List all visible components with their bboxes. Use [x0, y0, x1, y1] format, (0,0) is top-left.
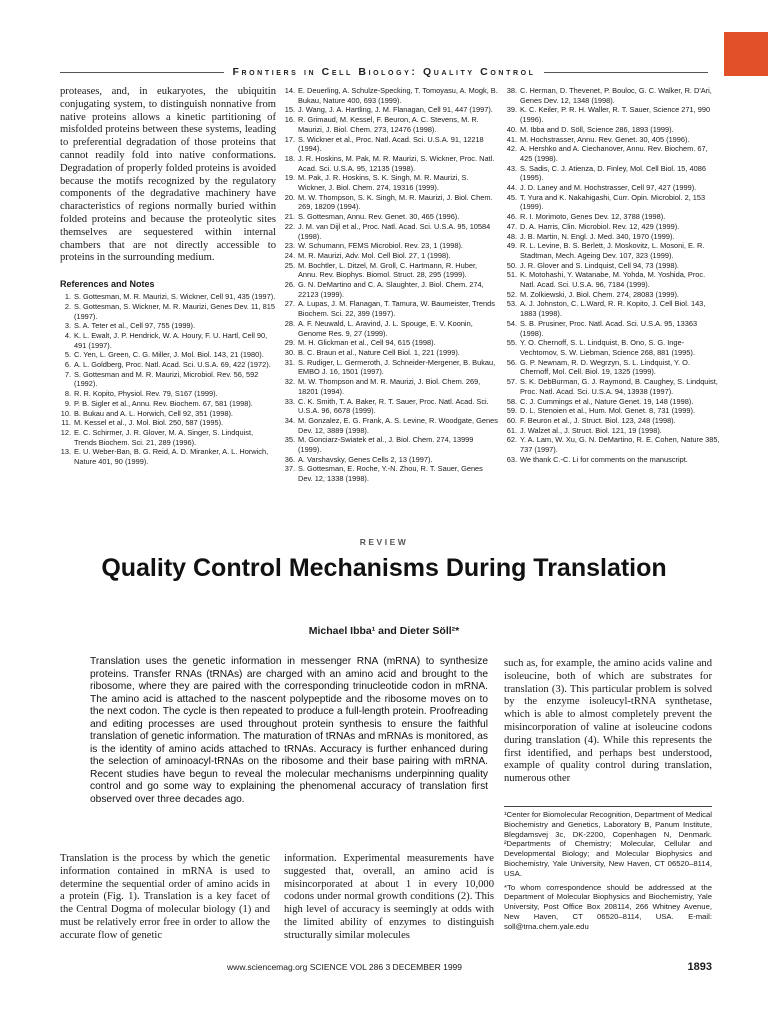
reference-number: 35. [284, 435, 295, 445]
reference-text: J. M. van Dijl et al., Proc. Natl. Acad. Sci. U.S.A. 95, 10584 (1998). [298, 221, 491, 241]
reference-number: 57. [506, 377, 517, 387]
reference-text: A. L. Goldberg, Proc. Natl. Acad. Sci. U.S.A. 69, 422 (1972). [74, 360, 271, 370]
reference-number: 13. [60, 447, 71, 457]
reference-text: W. Schumann, FEMS Microbiol. Rev. 23, 1 (1998). [298, 241, 463, 251]
reference-item [284, 299, 498, 318]
reference-text: D. L. Stenoien et al., Hum. Mol. Genet. 8, 731 (1999). [520, 406, 696, 416]
reference-text: S. A. Teter et al., Cell 97, 755 (1999). [74, 321, 196, 331]
page-number: 1893 [687, 961, 712, 973]
running-head-rule-right [544, 72, 708, 73]
reference-item [506, 270, 720, 289]
reference-number: 32. [284, 377, 295, 387]
reference-text: J. R. Glover and S. Lindquist, Cell 94, 73 (1998). [520, 260, 679, 270]
reference-text: M. Gonciarz-Swiatek et al., J. Biol. Chem. 274, 13999 (1999). [298, 435, 474, 455]
reference-item [506, 232, 720, 242]
reference-item [506, 183, 720, 193]
affiliation-divider [504, 806, 712, 807]
reference-item [60, 331, 276, 350]
reference-number: 40. [506, 124, 517, 134]
reference-text: B. Bukau and A. L. Horwich, Cell 92, 351 (1998). [74, 408, 233, 418]
reference-item [506, 435, 720, 454]
reference-text: S. B. Prusiner, Proc. Natl. Acad. Sci. U.S.A. 95, 13363 (1998). [520, 318, 698, 338]
column-3 [506, 86, 720, 464]
reference-number: 11. [61, 418, 71, 428]
reference-text: M. W. Thompson and M. R. Maurizi, J. Biol. Chem. 269, 18201 (1994). [298, 377, 481, 396]
intro-column-1 [60, 853, 270, 943]
intro-column-3 [504, 658, 712, 786]
reference-text: R. I. Morimoto, Genes Dev. 12, 3788 (1998). [520, 212, 666, 222]
reference-number: 3. [64, 321, 71, 331]
reference-item [284, 348, 498, 358]
reference-text: S. Gottesman, E. Roche, Y.-N. Zhou, R. T. Sauer, Genes Dev. 12, 1338 (1998). [298, 464, 483, 484]
reference-item [60, 399, 276, 409]
reference-number: 18. [284, 153, 295, 163]
reference-text: D. A. Harris, Clin. Microbiol. Rev. 12, 429 (1999). [520, 221, 680, 231]
reference-number: 15. [284, 105, 295, 115]
reference-text: S. Gottesman and M. R. Maurizi, Microbiol. Rev. 56, 592 (1992). [74, 369, 259, 389]
reference-number: 46. [506, 212, 517, 222]
reference-text: M. H. Glickman et al., Cell 94, 615 (1998). [298, 338, 436, 348]
reference-item [284, 154, 498, 173]
column-1 [60, 86, 276, 467]
reference-item [506, 319, 720, 338]
running-head [60, 66, 708, 78]
reference-text: A. Lupas, J. M. Flanagan, T. Tamura, W. Baumeister, Trends Biochem. Sci. 22, 399 (1997). [298, 299, 495, 319]
intro-paragraph-3: such as, for example, the amino acids valine and isoleucine, both of which are substrates for translation (3). This particular problem is solved by the enzyme isoleucyl-tRNA synthetase, which is able to almost completely prevent the misincorporation of valine at isoleucine codons during translation (4). While this represents the first identified, and perhaps best understood, example of quality control during translation, numerous other [504, 658, 712, 785]
reference-item [284, 105, 498, 115]
reference-number: 58. [506, 396, 517, 406]
reference-number: 38. [506, 86, 517, 95]
reference-item [60, 350, 276, 360]
reference-number: 24. [284, 250, 295, 260]
affiliation-text: ¹Center for Biomolecular Recognition, Department of Medical Biochemistry and Genetics, Laboratory B, Panum Institute, Blegdamsvej 3c, DK-2200, Copenhagen N, Denmark. ²Departments of Chemistry; Molecular, Cellular and Developmental Biology; and Molecular Biophysics and Biochemistry, Yale University, New Haven, CT 06520–8114, USA. [504, 810, 712, 878]
reference-item [284, 135, 498, 154]
reference-text: J. R. Hoskins, M. Pak, M. R. Maurizi, S. Wickner, Proc. Natl. Acad. Sci. U.S.A. 95, 12135 (1998). [298, 153, 495, 173]
references-list-col3 [506, 86, 720, 464]
reference-number: 1. [64, 292, 71, 302]
reference-item [284, 173, 498, 192]
reference-item [506, 144, 720, 163]
reference-text: B. C. Braun et al., Nature Cell Biol. 1, 221 (1999). [298, 347, 460, 357]
reference-number: 25. [284, 260, 295, 270]
reference-number: 28. [284, 318, 295, 328]
references-list-col2 [284, 86, 498, 484]
intro-paragraph-1: Translation is the process by which the genetic information contained in mRNA is used to determine the sequential order of amino acids in a protein (Fig. 1). Translation is a key facet of the Central Dogma of molecular biology (1) and must be relatively error free in order to allow the accurate flow of genetic [60, 853, 270, 941]
reference-number: 56. [506, 357, 517, 367]
reference-number: 47. [506, 221, 517, 231]
page-footer [60, 962, 712, 976]
reference-text: J. Wang, J. A. Hartling, J. M. Flanagan, Cell 91, 447 (1997). [298, 105, 493, 115]
reference-text: M. Bochtler, L. Ditzel, M. Groll, C. Hartmann, R. Huber, Annu. Rev. Biophys. Biomol. Struct. 28, 295 (1999). [298, 260, 478, 280]
reference-number: 50. [506, 260, 517, 270]
reference-text: C. K. Smith, T. A. Baker, R. T. Sauer, Proc. Natl. Acad. Sci. U.S.A. 96, 6678 (1999). [298, 396, 489, 416]
reference-text: R. L. Levine, B. S. Berlett, J. Moskovitz, L. Mosoni, E. R. Stadtman, Mech. Ageing Dev. 107, 323 (1999). [520, 241, 705, 260]
reference-item [284, 377, 498, 396]
reference-text: C. J. Cummings et al., Nature Genet. 19, 148 (1998). [520, 396, 694, 406]
reference-text: T. Yura and K. Nakahigashi, Curr. Opin. Microbiol. 2, 153 (1999). [520, 192, 706, 212]
reference-number: 20. [284, 192, 295, 202]
reference-number: 8. [64, 389, 71, 399]
reference-text: M. R. Maurizi, Adv. Mol. Cell Biol. 27, 1 (1998). [298, 250, 451, 260]
intro-column-2 [284, 853, 494, 943]
reference-item [60, 389, 276, 399]
continued-paragraph: proteases, and, in eukaryotes, the ubiquitin conjugating system, to distinguish nonnative from native proteins allows a kinetic partitioning of misfolded proteins between these systems, leading to preferential degradation of those proteins that cannot readily fold into native conformations. Degradation of properly folded proteins is avoided because the motifs recognized by the regulatory components of the degradative machinery have characteristics of regions normally buried within folded proteins and because the proteolytic sites themselves are sequestered within internal chambers that are not directly accessible to proteins in the surrounding medium. [60, 86, 276, 264]
reference-item [506, 290, 720, 300]
running-head-rule-left [60, 72, 224, 73]
reference-number: 36. [284, 454, 295, 464]
references-heading: References and Notes [60, 279, 155, 290]
reference-number: 30. [284, 347, 295, 357]
reference-number: 22. [284, 221, 295, 231]
reference-item [284, 261, 498, 280]
reference-item [506, 358, 720, 377]
reference-item [284, 464, 498, 483]
reference-item [60, 302, 276, 321]
reference-number: 29. [284, 338, 295, 348]
reference-item [506, 193, 720, 212]
reference-text: M. Ibba and D. Söll, Science 286, 1893 (1999). [520, 124, 674, 134]
reference-number: 4. [64, 330, 71, 340]
references-list-col1 [60, 292, 276, 467]
reference-item [284, 455, 498, 465]
reference-text: Y. A. Lam, W. Xu, G. N. DeMartino, R. E. Cohen, Nature 385, 737 (1997). [520, 435, 720, 455]
reference-item [506, 406, 720, 416]
reference-item [284, 212, 498, 222]
reference-text: J. B. Martin, N. Engl. J. Med. 340, 1970 (1999). [520, 231, 675, 241]
reference-text: M. Hochstrasser, Annu. Rev. Genet. 30, 405 (1996). [520, 134, 690, 144]
reference-number: 9. [64, 398, 71, 408]
reference-text: M. Gonzalez, E. G. Frank, A. S. Levine, R. Woodgate, Genes Dev. 12, 3889 (1998). [298, 415, 498, 435]
reference-text: A. Varshavsky, Genes Cells 2, 13 (1997). [298, 454, 433, 464]
reference-number: 41. [506, 134, 517, 144]
reference-number: 54. [506, 318, 517, 328]
reference-item [506, 164, 720, 183]
reference-number: 17. [284, 134, 295, 144]
reference-number: 62. [506, 435, 517, 445]
footer-journal-info: www.sciencemag.org SCIENCE VOL 286 3 DECEMBER 1999 [227, 962, 462, 972]
reference-number: 12. [60, 428, 71, 437]
reference-number: 21. [284, 212, 295, 222]
reference-number: 5. [64, 350, 71, 360]
reference-item [60, 360, 276, 370]
reference-text: Y. O. Chernoff, S. L. Lindquist, B. Ono, S. G. Inge-Vechtomov, S. W. Liebman, Science 268, 881 (1995). [520, 338, 695, 357]
reference-text: R. Grimaud, M. Kessel, F. Beuron, A. C. Stevens, M. R. Maurizi, J. Biol. Chem. 273, 12476 (1998). [298, 115, 479, 134]
reference-text: A. Hershko and A. Ciechanover, Annu. Rev. Biochem. 67, 425 (1998). [520, 144, 708, 163]
reference-item [60, 428, 276, 447]
reference-number: 60. [506, 415, 517, 425]
reference-text: M. Pak, J. R. Hoskins, S. K. Singh, M. R. Maurizi, S. Wickner, J. Biol. Chem. 274, 19316 (1999). [298, 173, 469, 193]
section-label: REVIEW [359, 537, 409, 547]
reference-number: 19. [284, 173, 295, 183]
reference-number: 7. [64, 369, 71, 379]
reference-number: 14. [284, 86, 295, 95]
reference-item [60, 370, 276, 389]
reference-text: E. Deuerling, A. Schulze-Specking, T. Tomoyasu, A. Mogk, B. Bukau, Nature 400, 693 (1999). [298, 86, 498, 105]
reference-item [506, 299, 720, 318]
reference-number: 48. [506, 231, 517, 241]
reference-item [506, 377, 720, 396]
reference-number: 34. [284, 415, 295, 425]
reference-number: 2. [64, 301, 71, 311]
reference-item [60, 447, 276, 466]
reference-item [506, 416, 720, 426]
column-2 [284, 86, 498, 484]
article-title: Quality Control Mechanisms During Translation [101, 554, 667, 582]
reference-text: S. Gottesman, Annu. Rev. Genet. 30, 465 (1996). [298, 212, 460, 222]
reference-item [506, 125, 720, 135]
reference-item [284, 319, 498, 338]
reference-text: S. K. DebBurman, G. J. Raymond, B. Caughey, S. Lindquist, Proc. Natl. Acad. Sci. U.S.A. 94, 13938 (1997). [520, 377, 718, 396]
reference-number: 43. [506, 163, 517, 173]
reference-item [284, 86, 498, 105]
reference-text: M. Kessel et al., J. Mol. Biol. 250, 587 (1995). [74, 418, 224, 428]
reference-number: 27. [284, 299, 295, 309]
previous-article-end [60, 86, 720, 526]
reference-number: 37. [284, 464, 295, 474]
correspondence-text: *To whom correspondence should be addressed at the Department of Molecular Biophysics and Biochemistry, Yale University, Post Office Box 208114, 266 Whitney Avenue, New Haven, CT 06520–8114, USA. E-mail: soll@trna.chem.yale.edu [504, 882, 712, 931]
abstract: Translation uses the genetic information in messenger RNA (mRNA) to synthesize proteins. Transfer RNAs (tRNAs) are charged with an amino acid and brought to the ribosome, where they are paired with the corresponding trinucleotide codon in mRNA. The amino acid is attached to the nascent polypeptide and the ribosome moves on to the next codon. The cycle is then repeated to produce a full-length protein. Proofreading and editing processes are used throughout protein synthesis to ensure the faithful translation of genetic information. The maturation of tRNAs and mRNAs is monitored, as is the identity of amino acids attached to tRNAs. Accuracy is further enhanced during the selection of aminoacyl-tRNAs on the ribosome and their base pairing with mRNA. Recent studies have begun to reveal the molecular mechanisms underpinning quality control and go some way to explaining the phenomenal accuracy of translation first observed over three decades ago. [90, 656, 488, 806]
reference-item [506, 86, 720, 105]
reference-number: 16. [284, 115, 295, 125]
reference-text: S. Gottesman, M. R. Maurizi, S. Wickner, Cell 91, 435 (1997). [74, 292, 276, 302]
reference-item [284, 193, 498, 212]
reference-item [60, 409, 276, 419]
reference-item [284, 222, 498, 241]
reference-number: 33. [284, 396, 295, 406]
reference-item [284, 280, 498, 299]
section-color-tab [724, 32, 768, 76]
reference-number: 26. [284, 280, 295, 290]
reference-text: C. Herman, D. Thevenet, P. Bouloc, G. C. Walker, R. D'Ari, Genes Dev. 12, 1348 (1998). [520, 86, 712, 105]
reference-text: P. B. Sigler et al., Annu. Rev. Biochem. 67, 581 (1998). [74, 398, 253, 408]
running-head-text: Frontiers in Cell Biology: Quality Control [232, 66, 536, 78]
reference-item [284, 358, 498, 377]
reference-item [506, 338, 720, 357]
reference-item [60, 292, 276, 302]
reference-text: A. F. Neuwald, L. Aravind, J. L. Spouge, E. V. Koonin, Genome Res. 9, 27 (1999). [298, 318, 473, 338]
reference-text: G. N. DeMartino and C. A. Slaughter, J. Biol. Chem. 274, 22123 (1999). [298, 280, 484, 299]
reference-text: E. C. Schirmer, J. R. Glover, M. A. Singer, S. Lindquist, Trends Biochem. Sci. 21, 289 (1996). [74, 428, 254, 447]
reference-item [506, 212, 720, 222]
reference-text: J. Walzet al., J. Struct. Biol. 121, 19 (1998). [520, 425, 662, 435]
intro-paragraph-2: information. Experimental measurements have suggested that, overall, an amino acid is misincorporated at about 1 in every 10,000 codons under normal growth conditions (2). This high level of accuracy is seemingly at odds with the limited ability of enzymes to distinguish structurally similar molecules [284, 853, 494, 941]
reference-number: 42. [506, 144, 517, 154]
reference-number: 6. [64, 360, 71, 370]
reference-number: 31. [284, 357, 295, 367]
reference-text: F. Beuron et al., J. Struct. Biol. 123, 248 (1998). [520, 415, 676, 425]
reference-number: 53. [506, 299, 517, 309]
reference-text: K. C. Keiler, P. R. H. Waller, R. T. Sauer, Science 271, 990 (1996). [520, 105, 711, 125]
reference-item [284, 115, 498, 134]
reference-item [506, 105, 720, 124]
reference-text: A. J. Johnston, C. L.Ward, R. R. Kopito, J. Cell Biol. 143, 1883 (1998). [520, 299, 706, 319]
article-authors: Michael Ibba¹ and Dieter Söll²* [308, 625, 460, 637]
reference-item [284, 397, 498, 416]
reference-text: K. L. Ewalt, J. P. Hendrick, W. A. Houry, F. U. Hartl, Cell 90, 491 (1997). [74, 330, 268, 350]
reference-item [284, 338, 498, 348]
reference-item [60, 321, 276, 331]
reference-text: K. Motohashi, Y. Watanabe, M. Yohda, M. Yoshida, Proc. Natl. Acad. Sci. U.S.A. 96, 7184 (1999). [520, 270, 706, 290]
reference-item [506, 397, 720, 407]
reference-item [506, 261, 720, 271]
affiliations [504, 810, 712, 936]
reference-number: 44. [506, 183, 517, 193]
reference-text: R. R. Kopito, Physiol. Rev. 79, S167 (1999). [74, 389, 218, 399]
reference-item [506, 426, 720, 436]
reference-number: 51. [506, 270, 517, 280]
reference-text: S. Sadis, C. J. Atienza, D. Finley, Mol. Cell Biol. 15, 4086 (1995). [520, 163, 706, 183]
reference-number: 63. [506, 454, 517, 464]
reference-item [284, 251, 498, 261]
reference-number: 49. [506, 241, 517, 251]
reference-item [506, 241, 720, 260]
reference-text: M. W. Thompson, S. K. Singh, M. R. Maurizi, J. Biol. Chem. 269, 18209 (1994). [298, 192, 493, 212]
reference-number: 39. [506, 105, 517, 115]
reference-text: S. Wickner et al., Proc. Natl. Acad. Sci. U.S.A. 91, 12218 (1994). [298, 134, 484, 154]
reference-item [284, 416, 498, 435]
reference-text: M. Zolkiewski, J. Biol. Chem. 274, 28083 (1999). [520, 289, 679, 299]
reference-text: G. P. Newnam, R. D. Wegrzyn, S. L. Lindquist, Y. O. Chernoff, Mol. Cell. Biol. 19, 1325 (1999). [520, 357, 690, 377]
reference-text: J. D. Laney and M. Hochstrasser, Cell 97, 427 (1999). [520, 183, 697, 193]
reference-number: 23. [284, 241, 295, 251]
reference-number: 55. [506, 338, 517, 348]
reference-text: S. Rudiger, L. Germeroth, J. Schneider-Mergener, B. Bukau, EMBO J. 16, 1501 (1997). [298, 357, 496, 377]
reference-text: E. U. Weber-Ban, B. G. Reid, A. D. Miranker, A. L. Horwich, Nature 401, 90 (1999). [74, 447, 269, 467]
reference-item [60, 418, 276, 428]
reference-number: 10. [60, 408, 71, 418]
reference-item [284, 435, 498, 454]
reference-item [506, 135, 720, 145]
reference-text: C. Yen, L. Green, C. G. Miller, J. Mol. Biol. 143, 21 (1980). [74, 350, 264, 360]
reference-number: 45. [506, 192, 517, 202]
reference-text: We thank C.-C. Li for comments on the manuscript. [520, 454, 688, 464]
reference-number: 52. [506, 289, 517, 299]
reference-item [506, 455, 720, 465]
reference-text: S. Gottesman, S. Wickner, M. R. Maurizi, Genes Dev. 11, 815 (1997). [74, 301, 275, 321]
reference-number: 61. [506, 425, 517, 435]
reference-item [506, 222, 720, 232]
reference-number: 59. [506, 406, 517, 416]
reference-item [284, 241, 498, 251]
